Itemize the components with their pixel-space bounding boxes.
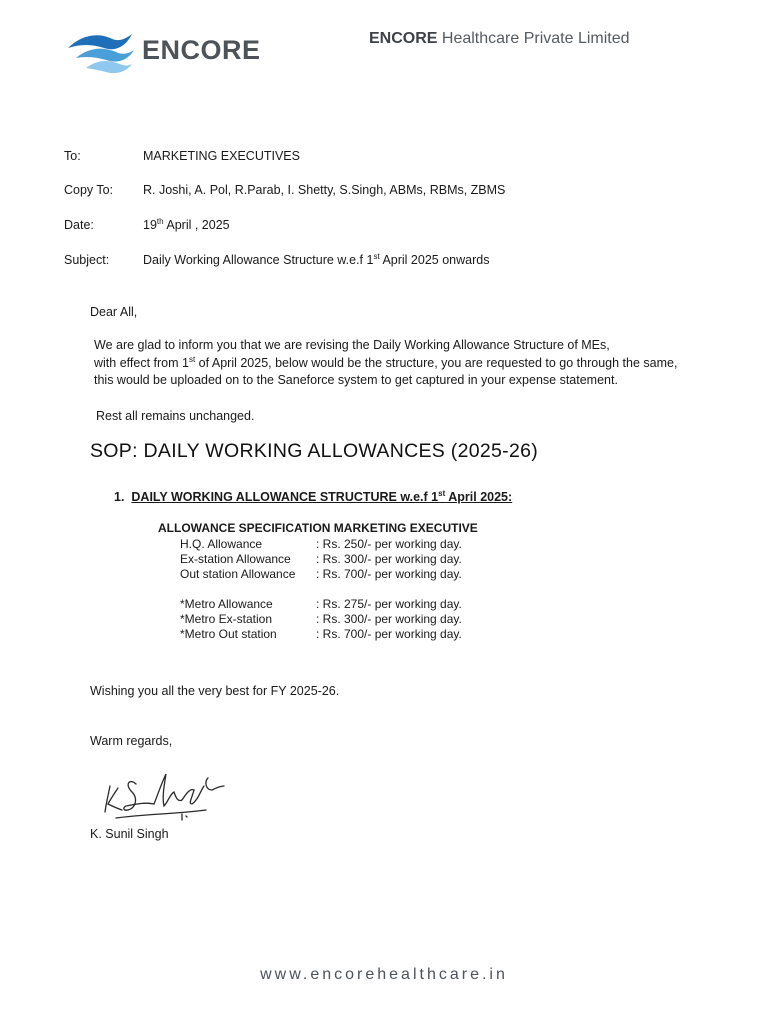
subject-post: April 2025 onwards bbox=[379, 253, 490, 267]
allowance-value: : Rs. 275/- per working day. bbox=[316, 597, 462, 611]
wave-logo-icon bbox=[66, 26, 138, 78]
date-day: 19 bbox=[143, 218, 157, 232]
body-line-2 bbox=[94, 355, 677, 373]
wishes-line: Wishing you all the very best for FY 2025-26. bbox=[90, 684, 340, 698]
allowance-value: : Rs. 250/- per working day. bbox=[316, 537, 462, 551]
signature-image bbox=[96, 764, 228, 826]
section-title-post: April 2025: bbox=[445, 490, 513, 504]
date-suffix: th bbox=[156, 216, 164, 226]
allowance-value: : Rs. 300/- per working day. bbox=[316, 552, 462, 566]
allowance-name: *Metro Out station bbox=[180, 627, 277, 641]
body-line-2-suffix: st bbox=[188, 354, 196, 364]
signatory-name: K. Sunil Singh bbox=[90, 827, 169, 841]
allowance-value: : Rs. 300/- per working day. bbox=[316, 612, 462, 626]
allowance-name: Ex-station Allowance bbox=[180, 552, 291, 566]
section-title-pre: DAILY WORKING ALLOWANCE STRUCTURE w.e.f 1 bbox=[131, 490, 439, 504]
subject-value bbox=[143, 253, 489, 267]
sop-heading: SOP: DAILY WORKING ALLOWANCES (2025-26) bbox=[90, 440, 539, 462]
company-name-bold: ENCORE bbox=[369, 30, 438, 47]
company-name bbox=[369, 30, 630, 48]
body-line-3: this would be uploaded on to the Saneforce system to get captured in your expense statement. bbox=[94, 373, 618, 387]
to-value: MARKETING EXECUTIVES bbox=[143, 149, 300, 163]
copy-to-label: Copy To: bbox=[64, 183, 114, 197]
date-value bbox=[143, 218, 230, 232]
date-rest: April , 2025 bbox=[163, 218, 230, 232]
allowance-value: : Rs. 700/- per working day. bbox=[316, 567, 462, 581]
logo-wordmark: ENCORE bbox=[142, 35, 261, 65]
body-line-2-post: of April 2025, below would be the structure, you are requested to go through the same, bbox=[195, 355, 678, 370]
body-paragraph bbox=[94, 337, 677, 390]
allowance-name: H.Q. Allowance bbox=[180, 537, 263, 551]
website-link[interactable]: www.encorehealthcare.in bbox=[260, 966, 508, 983]
subject-label: Subject: bbox=[64, 253, 110, 267]
allowance-name: *Metro Allowance bbox=[180, 597, 273, 611]
allowance-table bbox=[180, 537, 500, 647]
section-title-suffix: st bbox=[438, 488, 446, 498]
company-name-rest: Healthcare Private Limited bbox=[437, 30, 630, 47]
to-label: To: bbox=[64, 149, 81, 163]
copy-to-value: R. Joshi, A. Pol, R.Parab, I. Shetty, S.Singh, ABMs, RBMs, ZBMS bbox=[143, 183, 506, 197]
allowance-name: *Metro Ex-station bbox=[180, 612, 273, 626]
subject-pre: Daily Working Allowance Structure w.e.f 1 bbox=[143, 253, 374, 267]
allowance-value: : Rs. 700/- per working day. bbox=[316, 627, 462, 641]
section-title bbox=[131, 490, 512, 504]
unchanged-note: Rest all remains unchanged. bbox=[96, 409, 255, 423]
section-number: 1. bbox=[114, 490, 125, 504]
company-logo bbox=[66, 26, 261, 78]
body-line-1: We are glad to inform you that we are revising the Daily Working Allowance Structure of MEs, bbox=[94, 338, 610, 352]
allowance-spec-title: ALLOWANCE SPECIFICATION MARKETING EXECUTIVE bbox=[158, 521, 478, 535]
body-line-2-pre: with effect from 1 bbox=[94, 355, 189, 370]
date-label: Date: bbox=[64, 218, 94, 232]
allowance-name: Out station Allowance bbox=[180, 567, 296, 581]
section-heading bbox=[114, 490, 512, 504]
greeting: Dear All, bbox=[90, 305, 138, 319]
closing-line: Warm regards, bbox=[90, 734, 173, 748]
subject-suffix: st bbox=[373, 251, 380, 261]
